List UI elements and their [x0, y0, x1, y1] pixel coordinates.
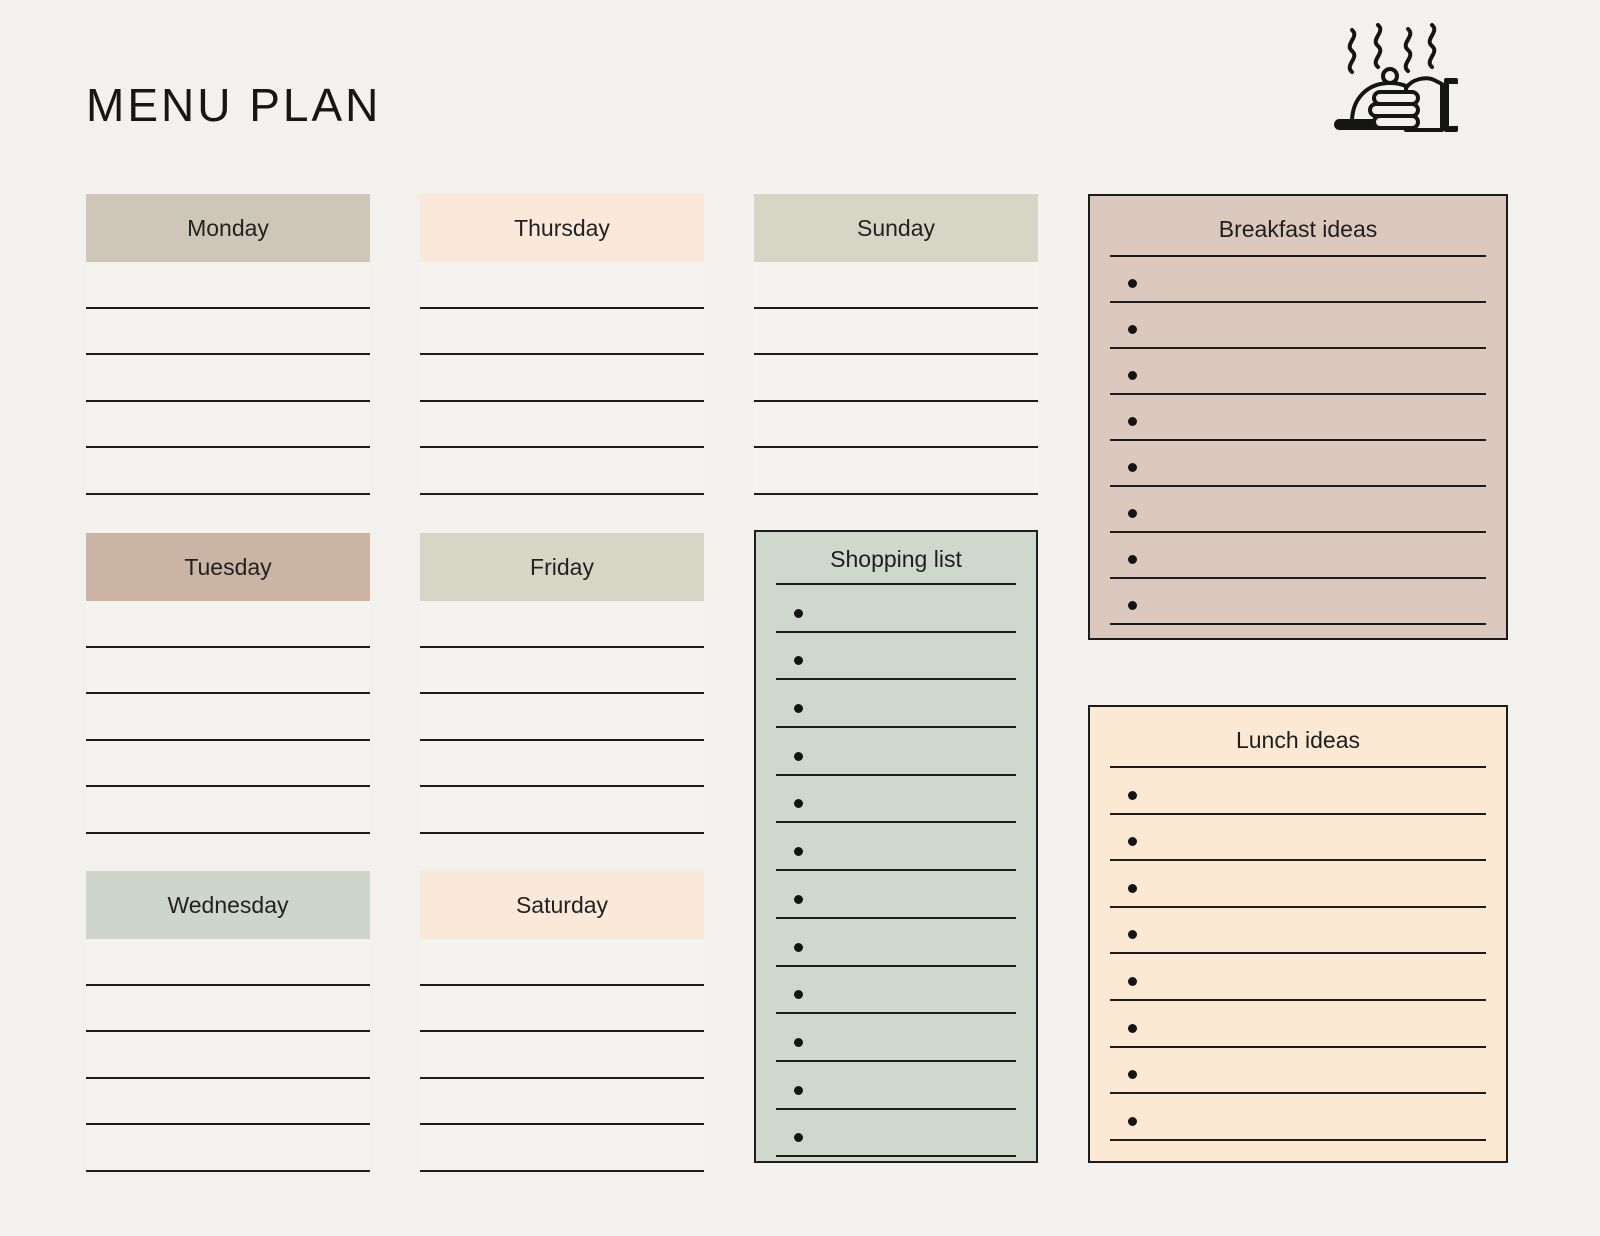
blank-writing-line: [420, 262, 704, 309]
blank-writing-line: [420, 448, 704, 495]
blank-writing-line: [754, 262, 1038, 309]
day-section-saturday: [420, 871, 704, 1172]
day-section-tuesday: [86, 533, 370, 834]
blank-writing-line: [420, 601, 704, 648]
day-label: Monday: [187, 214, 269, 241]
blank-writing-line: [86, 986, 370, 1033]
bullet-writing-line: [776, 1014, 1016, 1062]
day-label: Wednesday: [167, 891, 289, 918]
day-header-thursday: [420, 194, 704, 262]
blank-writing-line: [420, 402, 704, 449]
day-header-monday: [86, 194, 370, 262]
blank-writing-line: [754, 309, 1038, 356]
bullet-writing-line: [1110, 768, 1486, 815]
day-header-tuesday: [86, 533, 370, 601]
bullet-writing-line: [1110, 257, 1486, 303]
day-section-monday: [86, 194, 370, 495]
blank-writing-line: [420, 694, 704, 741]
bullet-writing-line: [1110, 1001, 1486, 1048]
lunch-ideas-title: Lunch ideas: [1110, 707, 1486, 768]
day-header-wednesday: [86, 871, 370, 939]
page-title: MENU PLAN: [86, 79, 382, 131]
bullet-writing-line: [776, 967, 1016, 1015]
blank-writing-line: [86, 355, 370, 402]
bullet-writing-line: [1110, 815, 1486, 862]
bullet-writing-line: [1110, 349, 1486, 395]
blank-writing-line: [420, 986, 704, 1033]
blank-writing-line: [420, 787, 704, 834]
blank-writing-line: [420, 309, 704, 356]
blank-writing-line: [754, 448, 1038, 495]
blank-writing-line: [86, 402, 370, 449]
blank-writing-line: [86, 309, 370, 356]
blank-writing-line: [754, 402, 1038, 449]
breakfast-ideas-rows: [1110, 257, 1486, 625]
bullet-writing-line: [1110, 861, 1486, 908]
bullet-writing-line: [1110, 1048, 1486, 1095]
day-lines-sunday: [754, 262, 1038, 495]
day-label: Thursday: [514, 214, 610, 241]
breakfast-ideas-title: Breakfast ideas: [1110, 196, 1486, 257]
bullet-writing-line: [776, 823, 1016, 871]
bullet-writing-line: [776, 871, 1016, 919]
day-section-sunday: [754, 194, 1038, 495]
blank-writing-line: [420, 1032, 704, 1079]
bullet-writing-line: [1110, 579, 1486, 625]
blank-writing-line: [420, 1125, 704, 1172]
lunch-ideas-panel: [1088, 705, 1508, 1163]
day-lines-wednesday: [86, 939, 370, 1172]
bullet-writing-line: [1110, 395, 1486, 441]
blank-writing-line: [86, 1125, 370, 1172]
serving-dish-icon: [1328, 20, 1460, 146]
bullet-writing-line: [776, 633, 1016, 681]
blank-writing-line: [86, 939, 370, 986]
bullet-writing-line: [776, 776, 1016, 824]
breakfast-ideas-panel: [1088, 194, 1508, 640]
shopping-list-rows: [776, 585, 1016, 1157]
bullet-writing-line: [776, 680, 1016, 728]
day-label: Tuesday: [184, 553, 272, 580]
day-lines-monday: [86, 262, 370, 495]
blank-writing-line: [754, 355, 1038, 402]
blank-writing-line: [420, 1079, 704, 1126]
bullet-writing-line: [1110, 533, 1486, 579]
blank-writing-line: [420, 648, 704, 695]
bullet-writing-line: [1110, 954, 1486, 1001]
day-section-wednesday: [86, 871, 370, 1172]
day-lines-tuesday: [86, 601, 370, 834]
bullet-writing-line: [776, 728, 1016, 776]
blank-writing-line: [86, 448, 370, 495]
bullet-writing-line: [1110, 441, 1486, 487]
blank-writing-line: [86, 741, 370, 788]
bullet-writing-line: [1110, 1094, 1486, 1141]
blank-writing-line: [86, 648, 370, 695]
day-lines-friday: [420, 601, 704, 834]
blank-writing-line: [86, 1079, 370, 1126]
bullet-writing-line: [1110, 487, 1486, 533]
day-lines-thursday: [420, 262, 704, 495]
shopping-list-panel: [754, 530, 1038, 1163]
day-header-friday: [420, 533, 704, 601]
blank-writing-line: [420, 741, 704, 788]
blank-writing-line: [420, 939, 704, 986]
bullet-writing-line: [776, 919, 1016, 967]
bullet-writing-line: [776, 1062, 1016, 1110]
blank-writing-line: [86, 1032, 370, 1079]
bullet-writing-line: [776, 1110, 1016, 1158]
blank-writing-line: [86, 601, 370, 648]
blank-writing-line: [86, 787, 370, 834]
blank-writing-line: [86, 694, 370, 741]
shopping-list-title: Shopping list: [776, 532, 1016, 585]
day-header-saturday: [420, 871, 704, 939]
day-header-sunday: [754, 194, 1038, 262]
blank-writing-line: [86, 262, 370, 309]
bullet-writing-line: [1110, 303, 1486, 349]
lunch-ideas-rows: [1110, 768, 1486, 1141]
day-label: Friday: [530, 553, 594, 580]
blank-writing-line: [420, 355, 704, 402]
day-section-friday: [420, 533, 704, 834]
day-section-thursday: [420, 194, 704, 495]
bullet-writing-line: [776, 585, 1016, 633]
day-label: Saturday: [515, 891, 609, 918]
day-label: Sunday: [856, 214, 935, 241]
bullet-writing-line: [1110, 908, 1486, 955]
day-lines-saturday: [420, 939, 704, 1172]
